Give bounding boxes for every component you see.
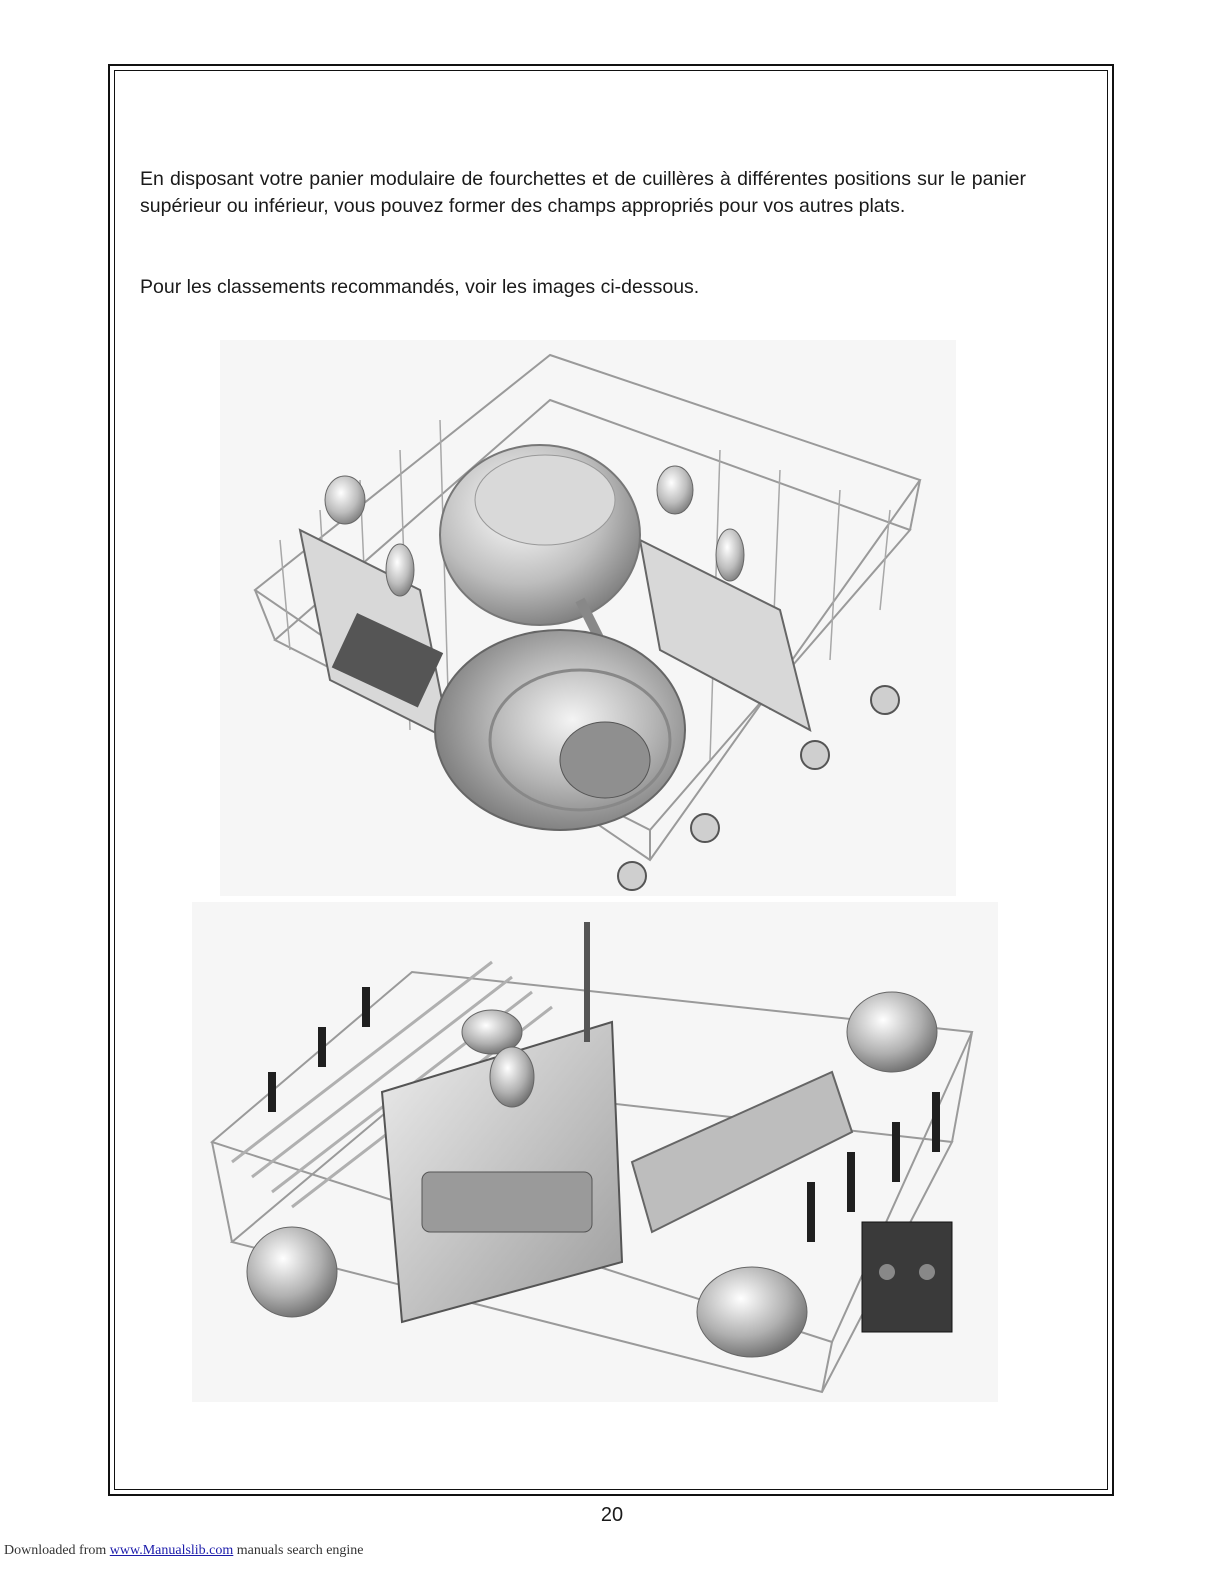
- bowls: [435, 630, 685, 830]
- download-footer: [4, 1543, 364, 1559]
- manualslib-link[interactable]: www.Manualslib.com: [109, 1543, 234, 1558]
- page-number: 20: [600, 1504, 624, 1526]
- left-cutlery-basket: [300, 476, 450, 740]
- lower-rack-drawing: [192, 902, 998, 1402]
- recommendation-paragraph: Pour les classements recommandés, voir les images ci-dessous.: [140, 276, 700, 298]
- footer-suffix: manuals search engine: [236, 1543, 364, 1558]
- spray-arm-mount: [862, 1222, 952, 1332]
- lower-rack-illustration: [192, 902, 998, 1402]
- intro-paragraph: En disposant votre panier modulaire de fourchettes et de cuillères à différentes positions sur le panier supérieur ou inférieur, vous pouvez former des champs appropriés pour vos autres plats.: [140, 168, 1026, 217]
- footer-prefix: Downloaded from: [4, 1543, 107, 1558]
- upper-rack-illustration: [220, 340, 956, 896]
- upper-rack-drawing: [220, 340, 956, 896]
